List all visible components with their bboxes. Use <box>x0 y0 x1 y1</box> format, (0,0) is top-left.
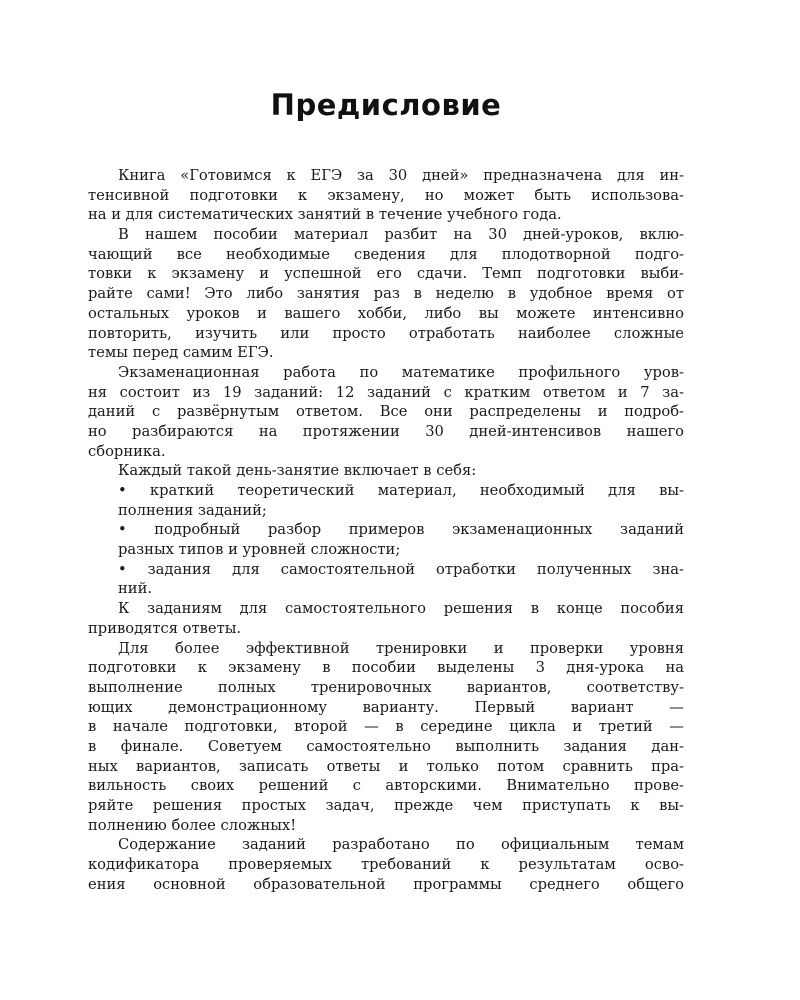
page-title: Предисловие <box>270 88 502 122</box>
text-line: Каждый такой день-занятие включает в себя: <box>118 462 477 480</box>
text-line: • подробный разбор примеров экзаменационных заданий <box>118 521 684 539</box>
text-line: полнения заданий; <box>118 501 267 519</box>
text-line: разных типов и уровней сложности; <box>118 541 401 559</box>
text-line: сборника. <box>88 442 166 460</box>
text-line: вильность своих решений с авторскими. Внимательно прове- <box>88 777 684 795</box>
text-line: полнению более сложных! <box>88 816 297 834</box>
text-line: кодификатора проверяемых требований к результатам осво- <box>88 856 684 874</box>
text-line: ряйте решения простых задач, прежде чем приступать к вы- <box>88 797 684 814</box>
text-line: товки к экзамену и успешной его сдачи. Темп подготовки выби- <box>88 265 684 283</box>
text-line: остальных уроков и вашего хобби, либо вы можете интенсивно <box>88 304 684 322</box>
text-line: приводятся ответы. <box>88 619 242 637</box>
text-line: райте сами! Это либо занятия раз в неделю в удобное время от <box>88 285 684 303</box>
text-line: в финале. Советуем самостоятельно выполнить задания дан- <box>88 737 684 755</box>
text-line: В нашем пособии материал разбит на 30 дней-уроков, вклю- <box>118 226 684 244</box>
text-line: ющих демонстрационному варианту. Первый вариант — <box>88 698 684 716</box>
text-line: повторить, изучить или просто отработать наиболее сложные <box>88 324 684 342</box>
text-line: Экзаменационная работа по математике профильного уров- <box>118 363 684 381</box>
text-line: но разбираются на протяжении 30 дней-интенсивов нашего <box>88 422 684 440</box>
document-page <box>88 88 684 894</box>
text-line: К заданиям для самостоятельного решения в конце пособия <box>118 600 684 618</box>
text-line: Содержание заданий разработано по официальным темам <box>118 836 684 854</box>
body-text <box>88 166 684 894</box>
text-line: ня состоит из 19 заданий: 12 заданий с кратким ответом и 7 за- <box>88 383 684 401</box>
text-line: подготовки к экзамену в пособии выделены 3 дня-урока на <box>88 659 684 677</box>
text-line: Книга «Готовимся к ЕГЭ за 30 дней» предназначена для ин- <box>118 167 684 184</box>
text-line: в начале подготовки, второй — в середине цикла и третий — <box>88 718 684 736</box>
text-line: Для более эффективной тренировки и проверки уровня <box>118 639 684 657</box>
text-line: выполнение полных тренировочных вариантов, соответству- <box>88 678 684 696</box>
text-line: • задания для самостоятельной отработки полученных зна- <box>118 560 684 578</box>
text-line: ний. <box>118 580 153 598</box>
text-line: • краткий теоретический материал, необходимый для вы- <box>118 482 684 499</box>
text-line: даний с развёрнутым ответом. Все они распределены и подроб- <box>88 403 684 421</box>
text-line: чающий все необходимые сведения для плодотворной подго- <box>88 245 684 263</box>
text-line: темы перед самим ЕГЭ. <box>88 344 274 362</box>
text-line: тенсивной подготовки к экзамену, но может быть использова- <box>88 186 684 204</box>
text-line: ения основной образовательной программы среднего общего <box>88 875 684 893</box>
text-line: ных вариантов, записать ответы и только потом сравнить пра- <box>88 757 684 775</box>
text-line: на и для систематических занятий в течение учебного года. <box>88 206 562 224</box>
